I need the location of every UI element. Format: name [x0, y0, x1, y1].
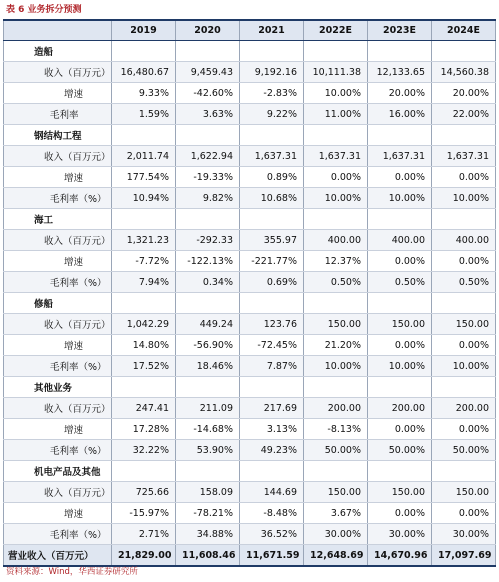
- row-label: 毛利率（%）: [4, 440, 112, 461]
- value-cell: 123.76: [240, 314, 304, 335]
- value-cell: 18.46%: [176, 356, 240, 377]
- value-cell: 0.00%: [304, 167, 368, 188]
- value-cell: 10.00%: [304, 188, 368, 209]
- value-cell: 150.00: [304, 314, 368, 335]
- row-label: 收入（百万元）: [4, 398, 112, 419]
- empty-cell: [304, 209, 368, 230]
- value-cell: 1,637.31: [368, 146, 432, 167]
- empty-cell: [304, 293, 368, 314]
- value-cell: 22.00%: [432, 104, 496, 125]
- row-label: 增速: [4, 335, 112, 356]
- section-title: 机电产品及其他: [4, 461, 112, 482]
- value-cell: 449.24: [176, 314, 240, 335]
- table-row: [4, 83, 496, 104]
- value-cell: 9.22%: [240, 104, 304, 125]
- empty-cell: [304, 461, 368, 482]
- empty-cell: [432, 41, 496, 62]
- value-cell: 0.34%: [176, 272, 240, 293]
- empty-cell: [304, 125, 368, 146]
- value-cell: 10.00%: [304, 83, 368, 104]
- value-cell: 0.00%: [432, 335, 496, 356]
- table-row: [4, 188, 496, 209]
- value-cell: 0.00%: [368, 419, 432, 440]
- total-value-cell: 11,608.46: [176, 545, 240, 567]
- value-cell: 0.50%: [432, 272, 496, 293]
- empty-cell: [176, 125, 240, 146]
- value-cell: 0.00%: [432, 503, 496, 524]
- forecast-table-container: [3, 19, 496, 567]
- value-cell: -2.83%: [240, 83, 304, 104]
- table-row: [4, 335, 496, 356]
- section-header-row: [4, 461, 496, 482]
- empty-cell: [432, 461, 496, 482]
- value-cell: 200.00: [432, 398, 496, 419]
- value-cell: 21.20%: [304, 335, 368, 356]
- section-title: 其他业务: [4, 377, 112, 398]
- total-label: 营业收入（百万元）: [4, 545, 112, 567]
- empty-cell: [240, 293, 304, 314]
- value-cell: 725.66: [112, 482, 176, 503]
- value-cell: 30.00%: [368, 524, 432, 545]
- empty-cell: [176, 209, 240, 230]
- total-value-cell: 21,829.00: [112, 545, 176, 567]
- value-cell: 10.00%: [368, 188, 432, 209]
- row-label: 收入（百万元）: [4, 314, 112, 335]
- value-cell: 150.00: [368, 314, 432, 335]
- empty-cell: [432, 293, 496, 314]
- section-title: 海工: [4, 209, 112, 230]
- value-cell: 20.00%: [432, 83, 496, 104]
- row-label: 毛利率（%）: [4, 524, 112, 545]
- empty-cell: [176, 41, 240, 62]
- value-cell: 50.00%: [368, 440, 432, 461]
- value-cell: 0.00%: [368, 503, 432, 524]
- empty-cell: [368, 125, 432, 146]
- value-cell: 10.68%: [240, 188, 304, 209]
- value-cell: 0.00%: [432, 251, 496, 272]
- value-cell: -72.45%: [240, 335, 304, 356]
- value-cell: 1,042.29: [112, 314, 176, 335]
- row-label: 毛利率: [4, 104, 112, 125]
- value-cell: 0.00%: [368, 167, 432, 188]
- value-cell: 0.00%: [368, 335, 432, 356]
- header-row: [4, 20, 496, 41]
- value-cell: 0.00%: [368, 251, 432, 272]
- value-cell: -221.77%: [240, 251, 304, 272]
- table-row: [4, 482, 496, 503]
- value-cell: 30.00%: [304, 524, 368, 545]
- value-cell: -122.13%: [176, 251, 240, 272]
- value-cell: 12,133.65: [368, 62, 432, 83]
- value-cell: -78.21%: [176, 503, 240, 524]
- value-cell: 16.00%: [368, 104, 432, 125]
- value-cell: 1,637.31: [304, 146, 368, 167]
- value-cell: 247.41: [112, 398, 176, 419]
- header-cell: 2020: [176, 20, 240, 41]
- empty-cell: [176, 293, 240, 314]
- table-row: [4, 146, 496, 167]
- section-header-row: [4, 41, 496, 62]
- value-cell: 3.13%: [240, 419, 304, 440]
- empty-cell: [368, 293, 432, 314]
- value-cell: 1,321.23: [112, 230, 176, 251]
- empty-cell: [304, 377, 368, 398]
- value-cell: 400.00: [368, 230, 432, 251]
- value-cell: 9.82%: [176, 188, 240, 209]
- value-cell: 1.59%: [112, 104, 176, 125]
- table-row: [4, 503, 496, 524]
- value-cell: 14,560.38: [432, 62, 496, 83]
- value-cell: 9,192.16: [240, 62, 304, 83]
- empty-cell: [112, 461, 176, 482]
- empty-cell: [368, 41, 432, 62]
- empty-cell: [240, 461, 304, 482]
- table-row: [4, 356, 496, 377]
- empty-cell: [432, 377, 496, 398]
- value-cell: 14.80%: [112, 335, 176, 356]
- value-cell: 50.00%: [432, 440, 496, 461]
- value-cell: 150.00: [304, 482, 368, 503]
- value-cell: 34.88%: [176, 524, 240, 545]
- section-title: 修船: [4, 293, 112, 314]
- value-cell: 16,480.67: [112, 62, 176, 83]
- table-row: [4, 314, 496, 335]
- table-row: [4, 104, 496, 125]
- table-row: [4, 440, 496, 461]
- value-cell: 1,637.31: [240, 146, 304, 167]
- value-cell: 158.09: [176, 482, 240, 503]
- value-cell: 10,111.38: [304, 62, 368, 83]
- table-row: [4, 419, 496, 440]
- value-cell: -7.72%: [112, 251, 176, 272]
- empty-cell: [112, 41, 176, 62]
- value-cell: 200.00: [304, 398, 368, 419]
- table-row: [4, 251, 496, 272]
- empty-cell: [240, 125, 304, 146]
- empty-cell: [368, 461, 432, 482]
- value-cell: 10.00%: [432, 188, 496, 209]
- value-cell: -8.48%: [240, 503, 304, 524]
- empty-cell: [176, 377, 240, 398]
- empty-cell: [240, 209, 304, 230]
- value-cell: 2,011.74: [112, 146, 176, 167]
- value-cell: -15.97%: [112, 503, 176, 524]
- row-label: 毛利率（%）: [4, 272, 112, 293]
- value-cell: 400.00: [432, 230, 496, 251]
- value-cell: 53.90%: [176, 440, 240, 461]
- table-row: [4, 62, 496, 83]
- business-forecast-table: [3, 19, 496, 567]
- header-cell: [4, 20, 112, 41]
- value-cell: -8.13%: [304, 419, 368, 440]
- value-cell: 1,622.94: [176, 146, 240, 167]
- value-cell: -14.68%: [176, 419, 240, 440]
- row-label: 毛利率（%）: [4, 188, 112, 209]
- row-label: 收入（百万元）: [4, 230, 112, 251]
- row-label: 增速: [4, 167, 112, 188]
- value-cell: 11.00%: [304, 104, 368, 125]
- value-cell: 0.89%: [240, 167, 304, 188]
- empty-cell: [368, 209, 432, 230]
- empty-cell: [432, 125, 496, 146]
- value-cell: 0.00%: [432, 167, 496, 188]
- table-row: [4, 230, 496, 251]
- table-row: [4, 524, 496, 545]
- header-cell: 2024E: [432, 20, 496, 41]
- value-cell: 200.00: [368, 398, 432, 419]
- row-label: 收入（百万元）: [4, 482, 112, 503]
- value-cell: 150.00: [368, 482, 432, 503]
- table-row: [4, 398, 496, 419]
- empty-cell: [240, 377, 304, 398]
- value-cell: 17.28%: [112, 419, 176, 440]
- header-cell: 2019: [112, 20, 176, 41]
- value-cell: 217.69: [240, 398, 304, 419]
- value-cell: 400.00: [304, 230, 368, 251]
- value-cell: 7.94%: [112, 272, 176, 293]
- value-cell: 0.50%: [304, 272, 368, 293]
- value-cell: 0.69%: [240, 272, 304, 293]
- header-cell: 2021: [240, 20, 304, 41]
- value-cell: 49.23%: [240, 440, 304, 461]
- row-label: 增速: [4, 83, 112, 104]
- header-cell: 2023E: [368, 20, 432, 41]
- value-cell: 30.00%: [432, 524, 496, 545]
- value-cell: 177.54%: [112, 167, 176, 188]
- total-value-cell: 14,670.96: [368, 545, 432, 567]
- value-cell: 3.63%: [176, 104, 240, 125]
- total-value-cell: 12,648.69: [304, 545, 368, 567]
- value-cell: 10.94%: [112, 188, 176, 209]
- empty-cell: [368, 377, 432, 398]
- value-cell: 355.97: [240, 230, 304, 251]
- row-label: 收入（百万元）: [4, 62, 112, 83]
- empty-cell: [176, 461, 240, 482]
- header-cell: 2022E: [304, 20, 368, 41]
- row-label: 收入（百万元）: [4, 146, 112, 167]
- value-cell: 7.87%: [240, 356, 304, 377]
- empty-cell: [112, 377, 176, 398]
- section-header-row: [4, 209, 496, 230]
- value-cell: 12.37%: [304, 251, 368, 272]
- section-title: 钢结构工程: [4, 125, 112, 146]
- value-cell: -19.33%: [176, 167, 240, 188]
- value-cell: 2.71%: [112, 524, 176, 545]
- value-cell: 17.52%: [112, 356, 176, 377]
- value-cell: 3.67%: [304, 503, 368, 524]
- table-caption: 表 6 业务拆分预测: [6, 5, 82, 15]
- row-label: 增速: [4, 503, 112, 524]
- section-header-row: [4, 125, 496, 146]
- empty-cell: [240, 41, 304, 62]
- value-cell: 10.00%: [304, 356, 368, 377]
- total-row: [4, 545, 496, 567]
- empty-cell: [432, 209, 496, 230]
- section-title: 造船: [4, 41, 112, 62]
- value-cell: 9,459.43: [176, 62, 240, 83]
- table-row: [4, 272, 496, 293]
- value-cell: 20.00%: [368, 83, 432, 104]
- total-value-cell: 17,097.69: [432, 545, 496, 567]
- empty-cell: [112, 209, 176, 230]
- total-value-cell: 11,671.59: [240, 545, 304, 567]
- value-cell: 150.00: [432, 482, 496, 503]
- value-cell: 32.22%: [112, 440, 176, 461]
- empty-cell: [112, 125, 176, 146]
- value-cell: 211.09: [176, 398, 240, 419]
- empty-cell: [304, 41, 368, 62]
- value-cell: 10.00%: [432, 356, 496, 377]
- value-cell: 10.00%: [368, 356, 432, 377]
- row-label: 增速: [4, 419, 112, 440]
- table-row: [4, 167, 496, 188]
- value-cell: -42.60%: [176, 83, 240, 104]
- row-label: 毛利率（%）: [4, 356, 112, 377]
- value-cell: 1,637.31: [432, 146, 496, 167]
- empty-cell: [112, 293, 176, 314]
- value-cell: -292.33: [176, 230, 240, 251]
- source-note: 资料来源：Wind，华西证券研究所: [6, 567, 138, 577]
- value-cell: -56.90%: [176, 335, 240, 356]
- row-label: 增速: [4, 251, 112, 272]
- value-cell: 144.69: [240, 482, 304, 503]
- section-header-row: [4, 293, 496, 314]
- value-cell: 9.33%: [112, 83, 176, 104]
- value-cell: 150.00: [432, 314, 496, 335]
- value-cell: 0.00%: [432, 419, 496, 440]
- value-cell: 50.00%: [304, 440, 368, 461]
- value-cell: 0.50%: [368, 272, 432, 293]
- section-header-row: [4, 377, 496, 398]
- value-cell: 36.52%: [240, 524, 304, 545]
